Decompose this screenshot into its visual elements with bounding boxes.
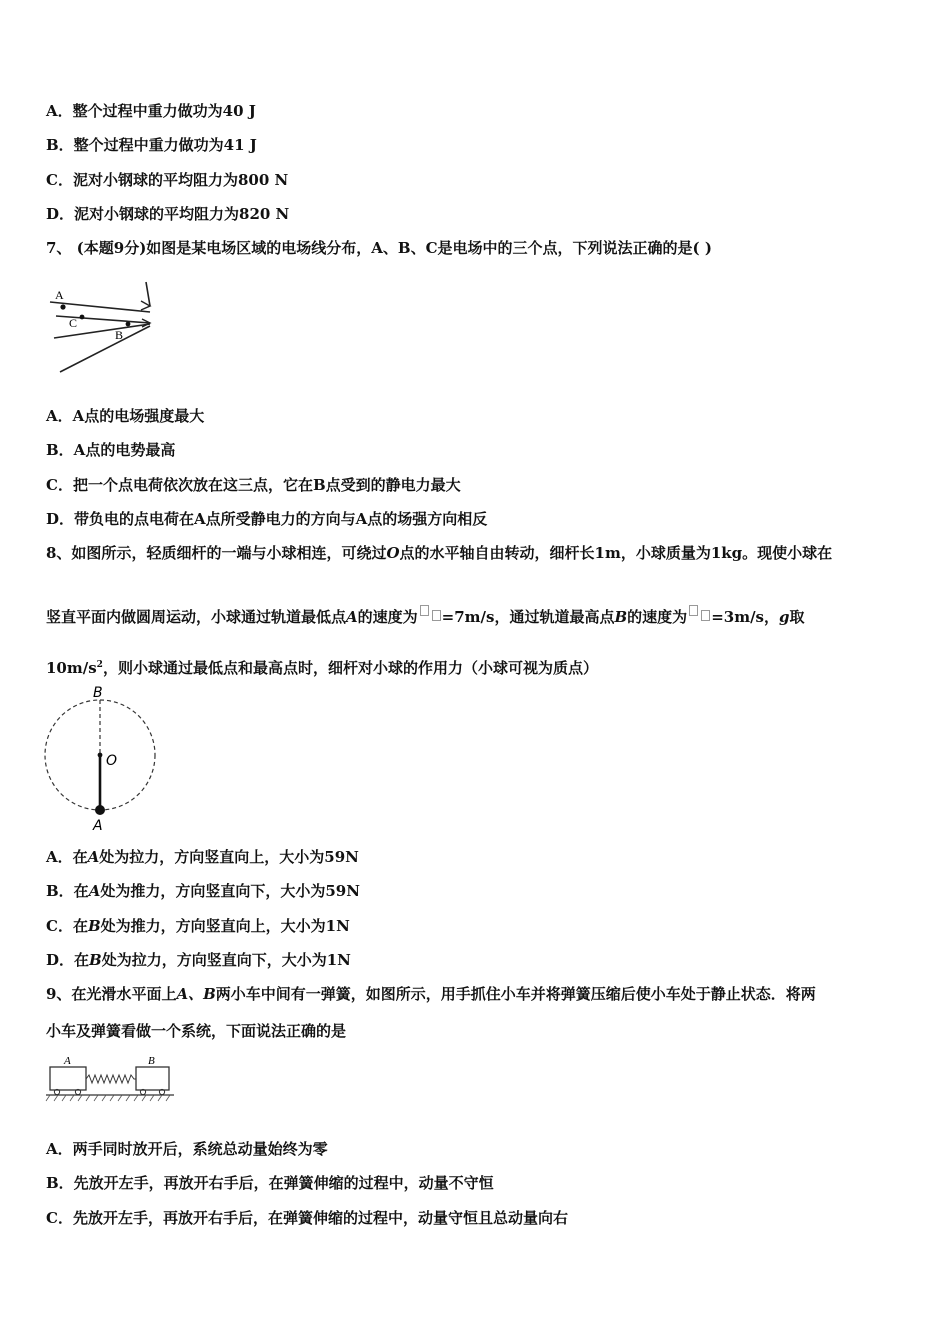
q8-superscript: 2 (96, 660, 103, 670)
electric-field-lines-figure (46, 276, 161, 376)
q7-option-c: C．把一个点电荷依次放在这三点，它在B点受到的静电力最大 (46, 476, 461, 494)
q9-cars: A、B (176, 985, 216, 1003)
option-point: A (87, 848, 100, 866)
option-point: B (89, 951, 102, 969)
q8-point-a: A (346, 608, 358, 626)
q9-stem-line-1 (46, 984, 816, 1004)
q9-stem-line-2: 小车及弹簧看做一个系统，下面说法正确的是 (46, 1022, 347, 1040)
q8-stem-text: 8、如图所示，轻质细杆的一端与小球相连，可绕过 (46, 544, 387, 562)
q7-option-d: D．带负电的点电荷在A点所受静电力的方向与A点的场强方向相反 (46, 510, 488, 528)
circle-top-label: B (93, 685, 103, 701)
q9-option-b: B．先放开左手，再放开右手后，在弹簧伸缩的过程中，动量不守恒 (46, 1174, 494, 1192)
q8-option-d (46, 950, 351, 970)
option-text: C．在 (46, 917, 88, 935)
car-b-label: B (148, 1055, 155, 1067)
q6-option-d: D．泥对小钢球的平均阻力为820 N (46, 205, 290, 223)
field-point-b-label: B (115, 328, 124, 342)
field-point-c-label: C (69, 316, 78, 330)
q8-option-c (46, 916, 350, 936)
q8-option-b (46, 881, 360, 901)
q8-stem-line-1 (46, 543, 832, 563)
circular-motion-figure (40, 682, 165, 834)
car-a-label: A (64, 1055, 71, 1067)
q6-option-c: C．泥对小钢球的平均阻力为800 N (46, 171, 289, 189)
q9-option-a: A．两手同时放开后，系统总动量始终为零 (46, 1140, 328, 1158)
option-text: A．在 (46, 848, 88, 866)
option-text: 处为推力，方向竖直向上，大小为1N (100, 917, 350, 935)
missing-glyph-icon (420, 605, 429, 616)
q9-stem-text: 两小车中间有一弹簧，如图所示，用手抓住小车并将弹簧压缩后使小车处于静止状态．将两 (215, 985, 816, 1003)
q9-option-c: C．先放开左手，再放开右手后，在弹簧伸缩的过程中，动量守恒且总动量向右 (46, 1209, 568, 1227)
option-text: 处为拉力，方向竖直向上，大小为59N (99, 848, 359, 866)
q8-velocity-a: =7m/s，通过轨道最高点 (441, 608, 615, 626)
q7-option-b: B．A点的电势最高 (46, 441, 176, 459)
q7-stem: 7、 (本题9分)如图是某电场区域的电场线分布，A、B、C是电场中的三个点，下列说法正确的是( ) (46, 239, 712, 257)
option-text: 处为拉力，方向竖直向下，大小为1N (101, 951, 351, 969)
option-point: A (88, 882, 101, 900)
spring-cars-figure (44, 1053, 176, 1103)
q8-stem-text: 的速度为 (627, 608, 688, 626)
q8-stem-line-2 (46, 605, 805, 627)
q8-option-a (46, 847, 359, 867)
q8-stem-text: 10m/s (46, 659, 97, 677)
q8-point-b: B (614, 608, 628, 626)
q8-gravity-symbol: g (779, 608, 790, 626)
field-point-a-label: A (55, 288, 64, 302)
q8-stem-text: 点的水平轴自由转动，细杆长1m，小球质量为1kg。现使小球在 (399, 544, 833, 562)
q8-stem-text: 的速度为 (357, 608, 418, 626)
q7-option-a: A．A点的电场强度最大 (46, 407, 205, 425)
circle-bottom-label: A (93, 818, 103, 834)
q9-stem-text: 9、在光滑水平面上 (46, 985, 177, 1003)
q8-stem-text: ，则小球通过最低点和最高点时，细杆对小球的作用力（小球可视为质点） (102, 659, 598, 677)
q6-option-b: B．整个过程中重力做功为41 J (46, 136, 257, 154)
q8-stem-text: 取 (789, 608, 805, 626)
option-point: B (87, 917, 101, 935)
q8-point-o: O (386, 544, 400, 562)
option-text: B．在 (46, 882, 89, 900)
circle-center-label: O (106, 753, 118, 769)
missing-glyph-icon (689, 605, 698, 616)
option-text: 处为推力，方向竖直向下，大小为59N (100, 882, 360, 900)
q8-velocity-b: =3m/s， (711, 608, 779, 626)
q8-stem-line-3 (46, 655, 598, 678)
missing-glyph-icon (701, 610, 710, 621)
missing-glyph-icon (432, 610, 441, 621)
q8-stem-text: 竖直平面内做圆周运动，小球通过轨道最低点 (46, 608, 347, 626)
q6-option-a: A．整个过程中重力做功为40 J (46, 102, 256, 120)
option-text: D．在 (46, 951, 90, 969)
